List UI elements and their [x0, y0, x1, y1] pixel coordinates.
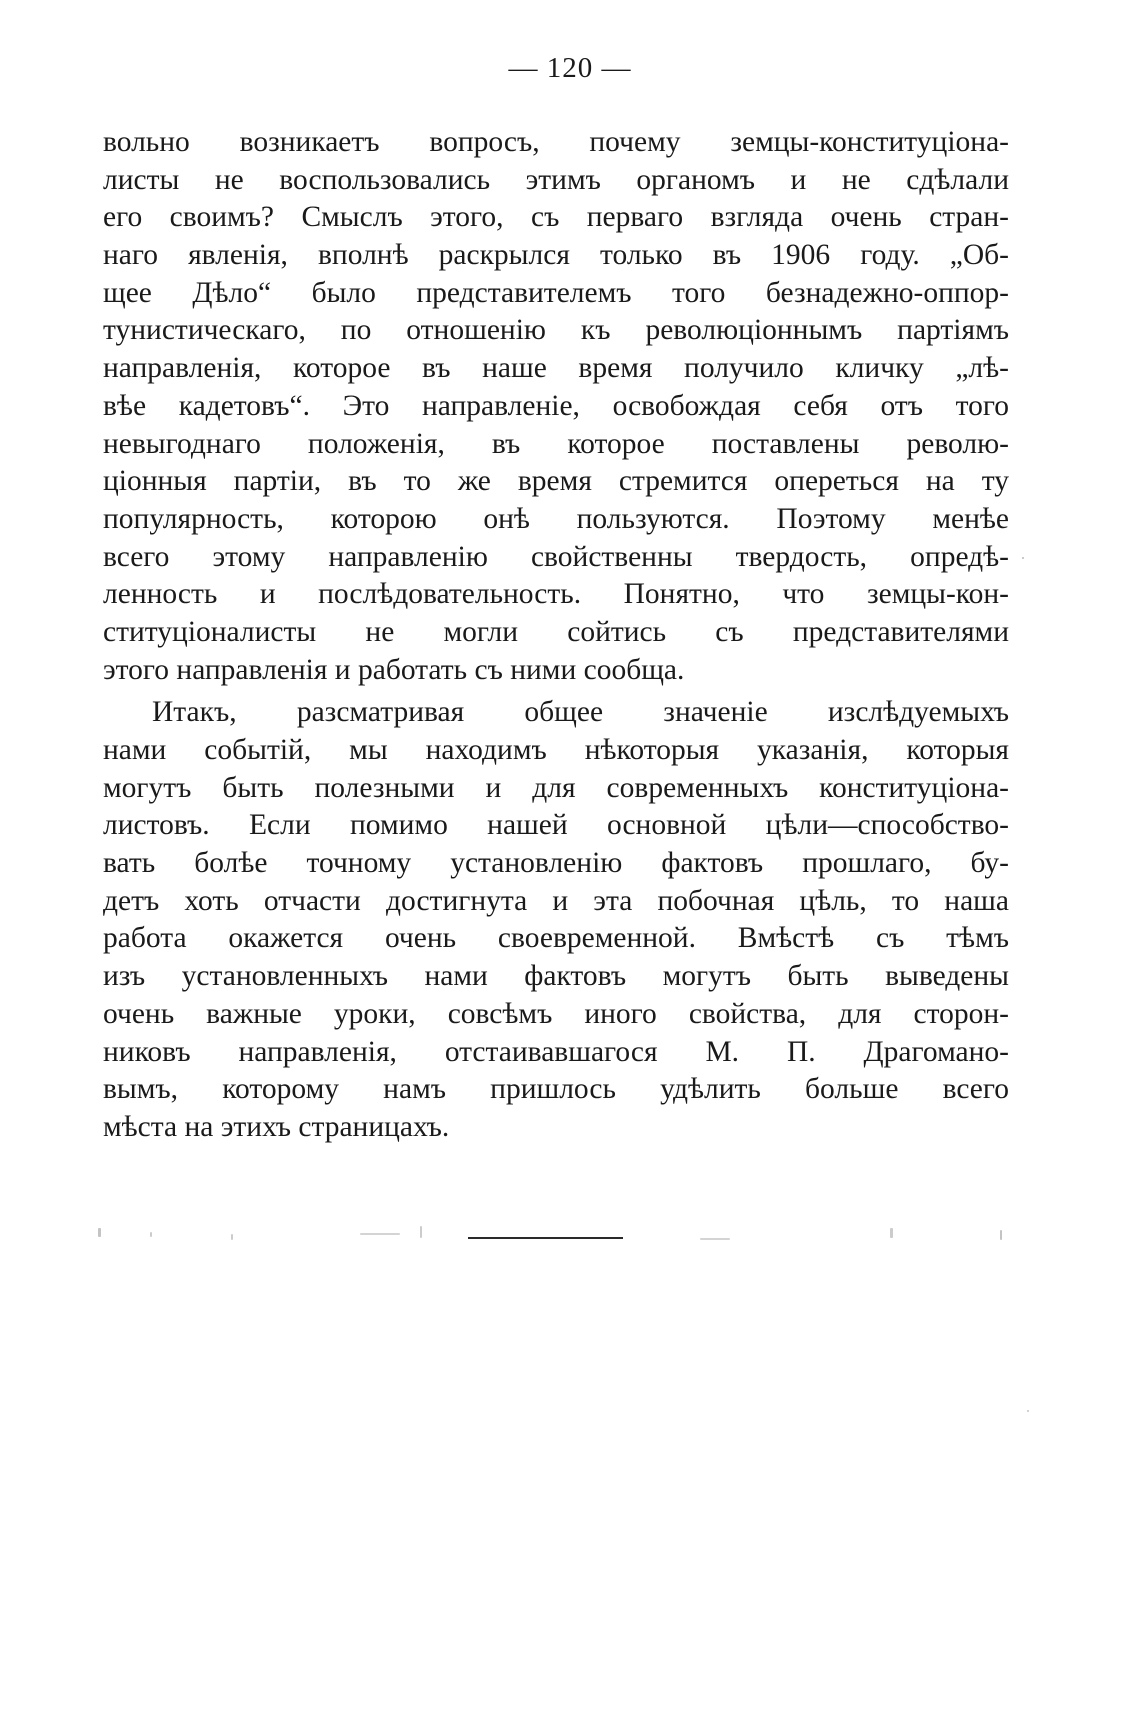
text-line: ституціоналисты не могли сойтись съ представителями [103, 615, 1009, 648]
text-line: детъ хоть отчасти достигнута и эта побочная цѣль, то наша [103, 884, 1009, 917]
text-line: Итакъ, разсматривая общее значеніе изслѣдуемыхъ [152, 696, 1009, 729]
paragraph-1 [103, 124, 1009, 689]
text-line: ціонныя партіи, въ то же время стремится опереться на ту [103, 465, 1009, 498]
scan-speck [890, 1228, 893, 1238]
text-line: очень важные уроки, совсѣмъ иного свойства, для сторон- [103, 997, 1009, 1030]
text-line: могутъ быть полезными и для современныхъ конституціона- [103, 771, 1009, 804]
text-line: тунистическаго, по отношенію къ революціоннымъ партіямъ [103, 314, 1009, 347]
text-line: никовъ направленія, отстаивавшагося М. П. Драгомано- [103, 1035, 1009, 1068]
scan-speck [360, 1233, 400, 1235]
text-line: мѣста на этихъ страницахъ. [103, 1110, 450, 1143]
scan-speck [98, 1228, 101, 1237]
text-line: вольно возникаетъ вопросъ, почему земцы-конституціона- [103, 126, 1009, 158]
scan-speck [1027, 1410, 1029, 1412]
text-line: вать болѣе точному установленію фактовъ прошлаго, бу- [103, 847, 1009, 880]
scan-speck [231, 1234, 233, 1240]
text-line: наго явленія, вполнѣ раскрылся только въ 1906 году. „Об- [103, 239, 1009, 272]
text-line: невыгоднаго положенія, въ которое поставлены револю- [103, 427, 1009, 460]
text-line: изъ установленныхъ нами фактовъ могутъ быть выведены [103, 960, 1009, 993]
text-line: работа окажется очень своевременной. Вмѣстѣ съ тѣмъ [103, 922, 1009, 955]
scan-speck [700, 1238, 730, 1240]
text-line: вѣе кадетовъ“. Это направленіе, освобождая себя отъ того [103, 389, 1009, 422]
section-divider [468, 1237, 623, 1239]
text-line: его своимъ? Смыслъ этого, съ перваго взгляда очень стран- [103, 201, 1009, 234]
scan-speck [150, 1232, 152, 1237]
text-line: щее Дѣло“ было представителемъ того безнадежно-оппор- [103, 276, 1009, 309]
page-number: — 120 — [508, 52, 632, 84]
text-line: ленность и послѣдовательность. Понятно, что земцы-кон- [103, 578, 1009, 611]
text-line: всего этому направленію свойственны твердость, опредѣ- [103, 540, 1009, 573]
text-line: популярность, которою онѣ пользуются. Поэтому менѣе [103, 502, 1009, 535]
text-line: направленія, которое въ наше время получило кличку „лѣ- [103, 352, 1009, 385]
text-line: листы не воспользовались этимъ органомъ и не сдѣлали [103, 163, 1009, 196]
paragraph-2 [103, 694, 1009, 1146]
text-line: нами событій, мы находимъ нѣкоторыя указанія, которыя [103, 734, 1009, 766]
scan-speck [1022, 557, 1024, 559]
text-line: этого направленія и работать съ ними сообща. [103, 653, 685, 686]
body-text [103, 124, 1009, 1147]
text-line: листовъ. Если помимо нашей основной цѣли—способство- [103, 809, 1009, 842]
scan-speck [1000, 1230, 1002, 1240]
scan-speck [420, 1226, 422, 1238]
text-line: вымъ, которому намъ пришлось удѣлить больше всего [103, 1073, 1009, 1106]
